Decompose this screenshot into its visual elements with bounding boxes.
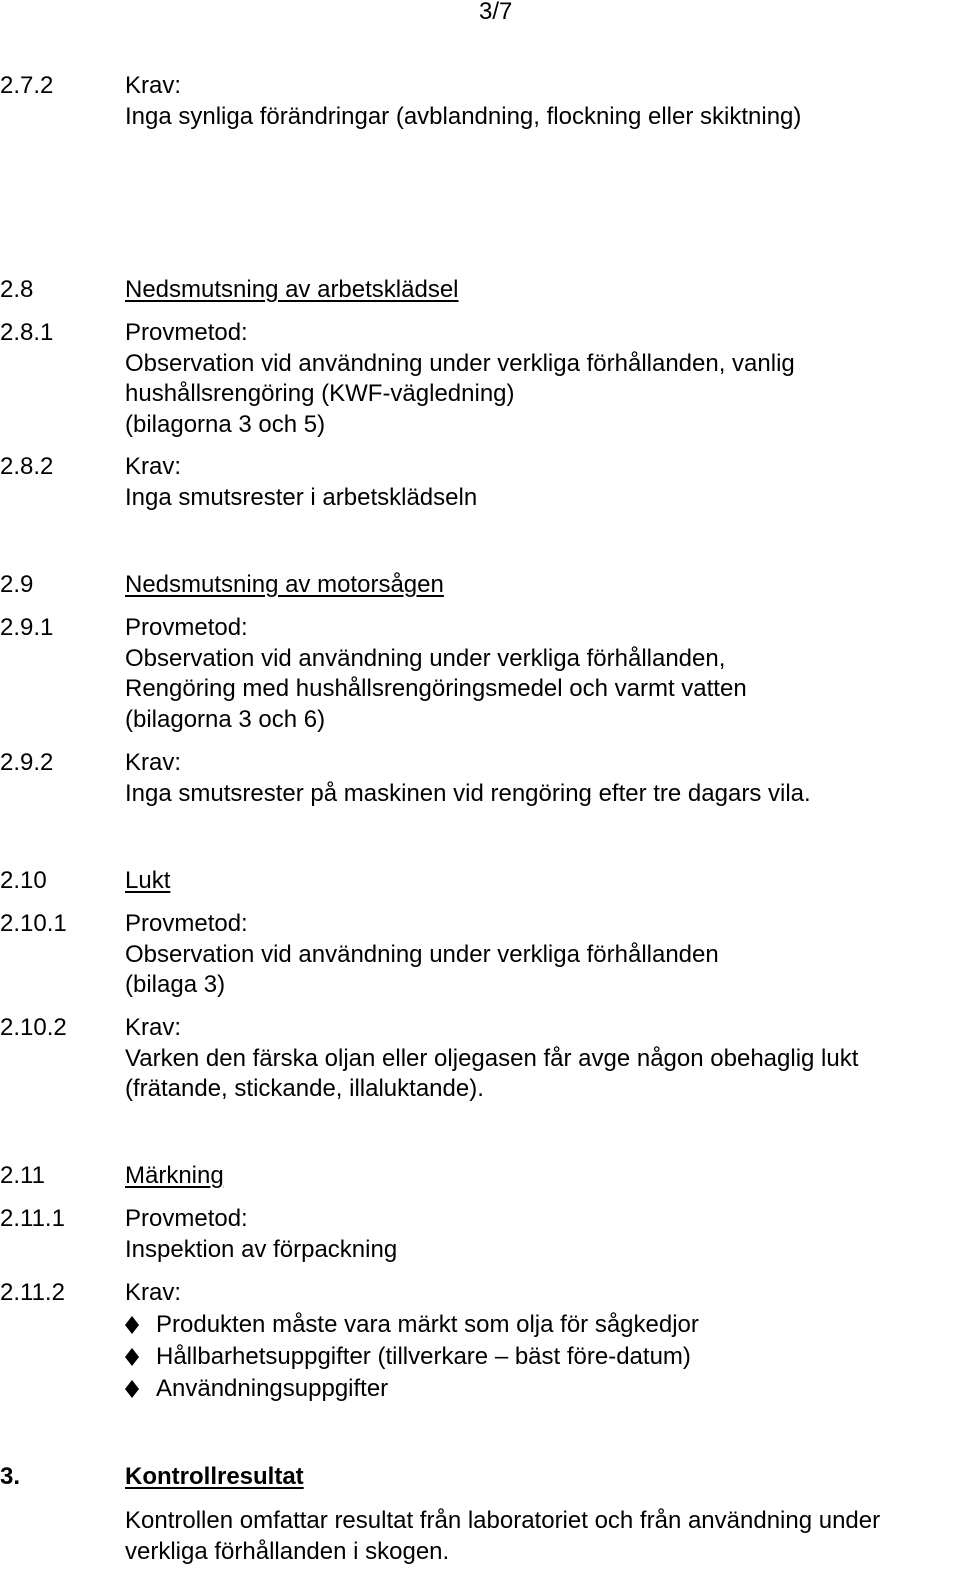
requirement-label: Krav:: [125, 749, 182, 776]
section-2-10-1: [0, 909, 960, 1001]
section-number: 2.8.1: [0, 319, 54, 346]
bullet-text: Hållbarhetsuppgifter (tillverkare – bäst före-datum): [156, 1342, 691, 1370]
requirement-label: Krav:: [125, 1014, 182, 1041]
method-label: Provmetod:: [125, 910, 248, 937]
list-item: [125, 1341, 960, 1373]
section-2-8-2: [0, 452, 960, 513]
section-2-10-2: [0, 1013, 960, 1105]
section-2-11-2: [0, 1278, 960, 1405]
section-2-8-1: [0, 318, 960, 440]
requirement-label: Krav:: [125, 453, 182, 480]
section-number: 2.11.1: [0, 1205, 65, 1232]
page-number: 3/7: [479, 0, 513, 25]
section-number: 2.9.1: [0, 614, 54, 641]
section-2-7-2: [0, 71, 960, 132]
section-2-8-heading: [0, 275, 960, 306]
section-3-body: [0, 1506, 960, 1567]
section-2-9-2: [0, 748, 960, 809]
method-text-line: hushållsrengöring (KWF-vägledning): [125, 380, 515, 407]
list-item: [125, 1373, 960, 1405]
section-number: 2.9.2: [0, 749, 54, 776]
bullet-text: Användningsuppgifter: [156, 1374, 389, 1402]
requirement-label: Krav:: [125, 72, 182, 99]
method-text-line: Observation vid användning under verkliga förhållanden,: [125, 644, 726, 672]
section-number: 2.7.2: [0, 72, 54, 99]
requirement-text: Inga synliga förändringar (avblandning, flockning eller skiktning): [125, 102, 802, 130]
section-number: 2.8: [0, 276, 34, 303]
method-text-line: Rengöring med hushållsrengöringsmedel och varmt vatten: [125, 675, 747, 702]
section-title: Lukt: [125, 867, 171, 894]
method-label: Provmetod:: [125, 1205, 248, 1232]
section-2-10-heading: [0, 866, 960, 897]
requirement-text: Inga smutsrester i arbetsklädseln: [125, 483, 478, 511]
requirement-text-line: Varken den färska oljan eller oljegasen får avge någon obehaglig lukt: [125, 1044, 859, 1072]
section-2-11-heading: [0, 1161, 960, 1192]
section-2-9-heading: [0, 570, 960, 601]
section-number: 2.11.2: [0, 1279, 65, 1306]
method-text-line: (bilagorna 3 och 5): [125, 410, 326, 438]
section-title: Kontrollresultat: [125, 1463, 304, 1490]
diamond-bullet-icon: [125, 1316, 156, 1334]
section-3: [0, 1462, 960, 1493]
method-label: Provmetod:: [125, 614, 248, 641]
section-number: 2.9: [0, 571, 34, 598]
requirement-label: Krav:: [125, 1279, 182, 1306]
paragraph-line: verkliga förhållanden i skogen.: [125, 1537, 450, 1565]
section-number: 3.: [0, 1463, 21, 1490]
method-text-line: Observation vid användning under verkliga förhållanden: [125, 940, 719, 968]
method-text-line: (bilagorna 3 och 6): [125, 705, 326, 733]
method-label: Provmetod:: [125, 319, 248, 346]
diamond-bullet-icon: [125, 1348, 156, 1366]
diamond-bullet-icon: [125, 1380, 156, 1398]
method-text-line: Observation vid användning under verkliga förhållanden, vanlig: [125, 349, 795, 377]
paragraph-line: Kontrollen omfattar resultat från laboratoriet och från användning under: [125, 1507, 881, 1534]
section-title: Märkning: [125, 1162, 224, 1189]
section-2-11-1: [0, 1204, 960, 1265]
section-number: 2.10: [0, 867, 47, 894]
requirement-text-line: (frätande, stickande, illaluktande).: [125, 1075, 484, 1102]
section-title: Nedsmutsning av motorsågen: [125, 571, 444, 598]
section-number: 2.10.1: [0, 910, 67, 937]
bullet-text: Produkten måste vara märkt som olja för sågkedjor: [156, 1310, 699, 1338]
section-2-9-1: [0, 613, 960, 735]
requirement-bullet-list: [125, 1309, 960, 1405]
section-title: Nedsmutsning av arbetsklädsel: [125, 276, 459, 303]
method-text-line: Inspektion av förpackning: [125, 1235, 398, 1263]
method-text-line: (bilaga 3): [125, 971, 226, 998]
section-number: 2.11: [0, 1162, 45, 1189]
requirement-text: Inga smutsrester på maskinen vid rengöring efter tre dagars vila.: [125, 779, 811, 807]
list-item: [125, 1309, 960, 1341]
section-number: 2.10.2: [0, 1014, 67, 1041]
section-number: 2.8.2: [0, 453, 54, 480]
